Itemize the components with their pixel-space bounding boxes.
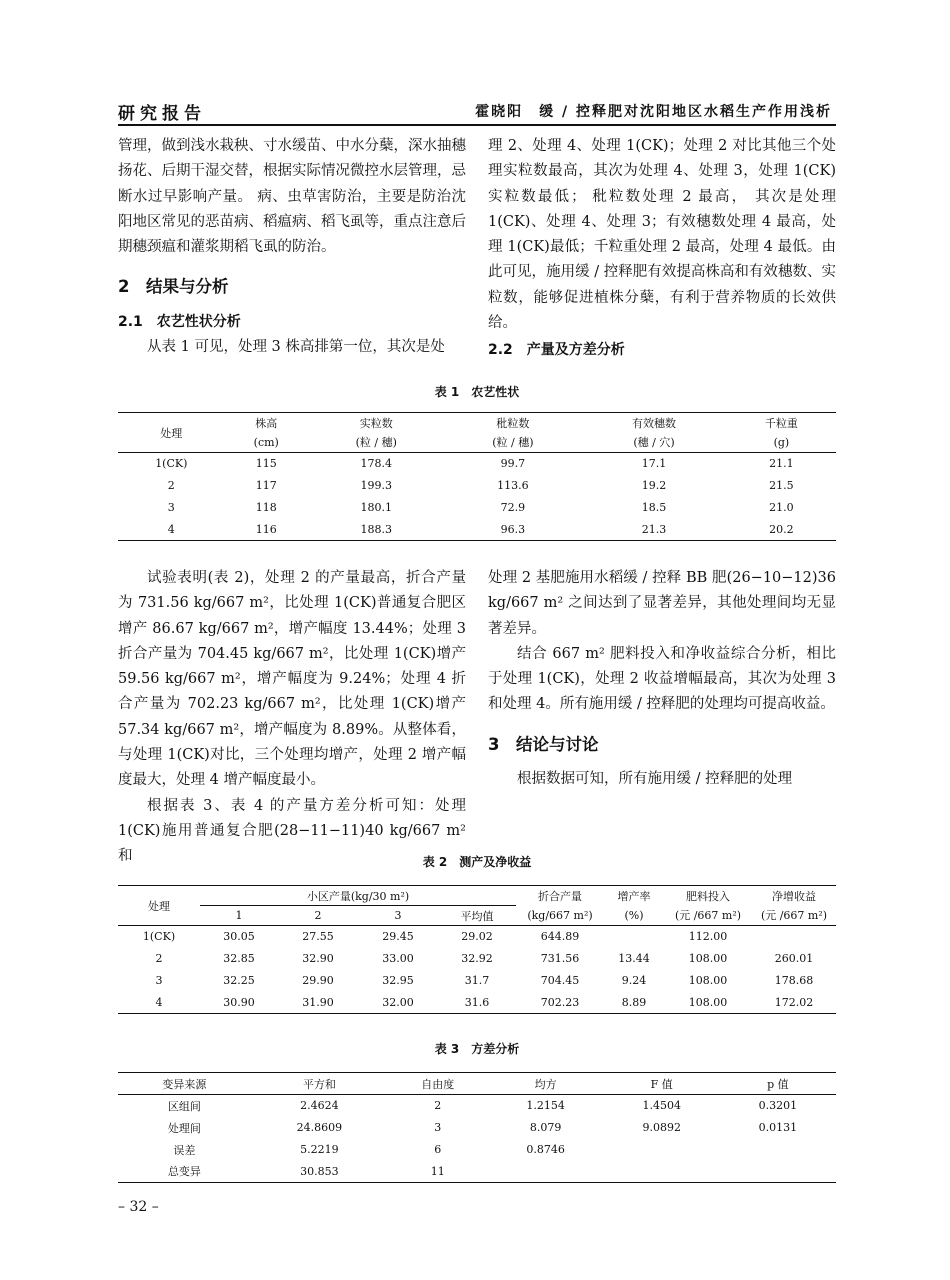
table-row: [118, 1095, 836, 1117]
table-cell: 11: [430, 1164, 445, 1178]
table-cell: 4: [155, 995, 163, 1009]
table-cell: 644.89: [540, 930, 580, 944]
table-row: [118, 453, 836, 475]
table-cell: 2.4624: [300, 1099, 339, 1113]
table-cell: [488, 1161, 604, 1183]
table2-header: 净增收益: [772, 889, 816, 903]
table3-header: p 值: [767, 1077, 789, 1091]
paragraph-yield-2: 根据表 3、表 4 的产量方差分析可知：处理 1(CK)施用普通复合肥(28−11−11)40 kg/667 m² 和: [118, 797, 466, 865]
table-cell: 8.079: [529, 1121, 562, 1134]
table-cell: 0.0131: [758, 1121, 798, 1134]
table-cell: 178.4: [360, 457, 392, 471]
left-column-middle: [118, 566, 466, 870]
table1-header: 千粒重: [764, 416, 798, 430]
table-cell: 1.4504: [642, 1099, 681, 1113]
table-cell: 区组间: [167, 1099, 201, 1113]
table1-caption: 表 1 农艺性状: [434, 385, 520, 399]
table-cell: 178.68: [774, 974, 814, 987]
table-cell: 17.1: [641, 457, 667, 471]
table-cell: 31.6: [464, 995, 490, 1009]
table3-caption: 表 3 方差分析: [434, 1042, 520, 1056]
table-cell: 33.00: [382, 952, 414, 965]
table-cell: 0.8746: [526, 1143, 565, 1156]
table1-unit: (粒 / 穗): [492, 436, 534, 450]
table-row: [118, 497, 836, 519]
table-cell: 32.92: [461, 952, 493, 965]
table3: [118, 1072, 836, 1183]
table-cell: 260.01: [774, 952, 814, 965]
paragraph-management: 管理，做到浅水栽秧、寸水缓苗、中水分蘖，深水抽穗扬花、后期干湿交替，根据实际情况微控水层管理，忌断水过早影响产量。 病、虫草害防治，主要是防治沈阳地区常见的恶苗病、稻瘟病、稻飞虱等，重点注意后期穗颈瘟和灌浆期稻飞虱的防治。: [118, 138, 466, 256]
table-cell: 180.1: [360, 501, 392, 514]
table-cell: 20.2: [769, 522, 794, 536]
table1-unit: (cm): [253, 435, 279, 449]
table2-plot-col: 平均值: [460, 909, 494, 923]
running-title: 霍晓阳 缓 / 控释肥对沈阳地区水稻生产作用浅析: [475, 104, 832, 120]
table-cell: 30.853: [300, 1164, 339, 1178]
table2-header: 折合产量: [538, 889, 582, 903]
table-cell: 116: [255, 522, 277, 536]
table-cell: 9.24: [621, 974, 647, 987]
table-cell: 72.9: [500, 501, 526, 514]
table1-header-treatment: 处理: [160, 426, 183, 440]
table-cell: 32.25: [223, 974, 255, 987]
table-cell: 199.3: [360, 479, 392, 492]
table-cell: 702.23: [540, 995, 580, 1009]
table-cell: 处理间: [167, 1121, 201, 1135]
paragraph-yield-3: 处理 2 基肥施用水稻缓 / 控释 BB 肥(26−10−12)36 kg/667 m² 之间达到了显著差异，其他处理间均无显著差异。: [488, 570, 836, 637]
table-cell: 2: [167, 479, 175, 492]
table-row: [118, 948, 836, 970]
table-cell: [720, 1161, 836, 1183]
left-column-top: [118, 134, 466, 360]
table-row: [118, 992, 836, 1014]
table-cell: 32.85: [223, 952, 255, 965]
table-row: [118, 475, 836, 497]
table2-unit: (kg/667 m²): [527, 908, 593, 922]
table-row: [118, 970, 836, 992]
table2-caption: 表 2 测产及净收益: [422, 855, 532, 869]
table-cell: 8.89: [621, 995, 647, 1009]
paragraph-yield-1: 试验表明(表 2)，处理 2 的产量最高，折合产量为 731.56 kg/667 m²，比处理 1(CK)普通复合肥区增产 86.67 kg/667 m²，增产幅度 13.44%；处理 3 折合产量为 704.45 kg/667 m²，比处理 1(CK)增产 59.56 kg/667 m²，增产幅度为 9.24%；处理 4 折合产量为 702.23 kg/667 m²，比处理 1(CK)增产 57.34 kg/667 m²，增产幅度为 8.89%。从整体看，与处理 1(CK)对比，三个处理均增产，处理 2 增产幅度最大，处理 4 增产幅度最小。: [118, 570, 466, 789]
table3-header: F 值: [650, 1077, 673, 1091]
table-row: [118, 1117, 836, 1139]
table3-header: 平方和: [302, 1077, 336, 1091]
table1-header: 实粒数: [359, 416, 393, 430]
table-row: [118, 1161, 836, 1183]
table-cell: 99.7: [500, 457, 526, 471]
table-cell: 27.55: [302, 930, 334, 944]
table-row: [118, 926, 836, 948]
table-cell: [604, 926, 664, 948]
paragraph-income: 结合 667 m² 肥料投入和净收益综合分析，相比于处理 1(CK)，处理 2 收益增幅最高，其次为处理 3 和处理 4。所有施用缓 / 控释肥的处理均可提高收益。: [488, 645, 836, 713]
section-label: 研究报告: [118, 104, 206, 124]
table2-plot-group: 小区产量(kg/30 m²): [200, 886, 516, 906]
table2-header: 增产率: [617, 889, 651, 903]
table-cell: 3: [434, 1121, 442, 1134]
table-cell: 29.02: [461, 930, 493, 944]
table1-header: 有效穗数: [631, 416, 676, 430]
table-cell: 总变异: [167, 1165, 201, 1179]
table-cell: 误差: [173, 1143, 196, 1157]
table-cell: [752, 926, 836, 948]
table-cell: [720, 1139, 836, 1161]
table-cell: 32.90: [302, 952, 334, 965]
table-cell: 118: [255, 501, 277, 514]
table2-unit: (元 /667 m²): [674, 909, 742, 923]
table-cell: 5.2219: [300, 1143, 339, 1156]
table1-unit: (粒 / 穗): [355, 436, 397, 450]
table-row: [118, 1139, 836, 1161]
table-cell: 29.90: [302, 974, 334, 987]
table-cell: 21.0: [769, 501, 794, 514]
table-cell: 9.0892: [642, 1121, 681, 1134]
right-column-middle: [488, 566, 836, 792]
table-cell: 1(CK): [142, 930, 176, 944]
table-cell: 108.00: [688, 952, 728, 965]
table2-unit: (%): [624, 908, 644, 922]
table2-unit: (元 /667 m²): [760, 909, 828, 923]
table3-header: 均方: [534, 1077, 557, 1091]
table-cell: 30.90: [223, 995, 255, 1009]
paragraph-agronomic-cont: 理 2、处理 4、处理 1(CK)；处理 2 对比其他三个处理实粒数最高，其次为处理 4、处理 3，处理 1(CK)实粒数最低； 秕粒数处理 2 最高， 其次是处理 1(CK)、处理 4、处理 3；有效穗数处理 4 最高，处理 1(CK)最低；千粒重处理 2 最高，处理 4 最低。由此可见，施用缓 / 控释肥有效提高株高和有效穗数、实粒数，能够促进植株分蘖，有利于营养物质的长效供给。: [488, 138, 836, 332]
table-cell: 24.8609: [296, 1121, 343, 1134]
table-cell: 1(CK): [155, 457, 188, 471]
table-cell: 117: [255, 479, 277, 492]
table2-header-treatment: 处理: [148, 899, 170, 913]
heading-yield: 2.2 产量及方差分析: [488, 342, 625, 359]
table-cell: 31.90: [302, 995, 334, 1009]
table1-unit: (穗 / 穴): [633, 436, 675, 450]
table-cell: 3: [155, 974, 163, 987]
table2-header: 肥料投入: [686, 889, 730, 903]
table-cell: 108.00: [688, 995, 728, 1009]
table2: [118, 885, 836, 1014]
table-cell: 112.00: [688, 930, 728, 944]
table-cell: 731.56: [540, 952, 580, 965]
table-cell: 18.5: [641, 501, 667, 514]
table-cell: 31.7: [464, 974, 490, 987]
table-cell: 2: [434, 1099, 442, 1113]
table-cell: 4: [167, 522, 175, 536]
heading-results: 2 结果与分析: [118, 277, 229, 297]
table1-header: 秕粒数: [496, 416, 530, 430]
table1: [118, 412, 836, 541]
header-rule: [118, 124, 836, 126]
table-cell: 1.2154: [526, 1099, 565, 1113]
table-cell: 96.3: [500, 522, 526, 536]
heading-conclusion: 3 结论与讨论: [488, 734, 599, 754]
table-cell: 6: [434, 1143, 442, 1156]
table-cell: 21.1: [769, 457, 794, 471]
paragraph-agronomic-start: 从表 1 可见，处理 3 株高排第一位，其次是处: [147, 339, 445, 356]
table-cell: 29.45: [382, 930, 414, 944]
table-cell: 0.3201: [758, 1099, 798, 1113]
table1-unit: (g): [773, 435, 790, 449]
table2-plot-col: 1: [235, 909, 243, 922]
paragraph-conclusion: 根据数据可知，所有施用缓 / 控释肥的处理: [517, 771, 793, 788]
table-cell: 172.02: [774, 995, 814, 1009]
right-column-top: [488, 134, 836, 364]
table-cell: 32.95: [382, 974, 414, 987]
table-cell: 13.44: [618, 952, 650, 965]
table-cell: 21.5: [769, 479, 794, 492]
table-cell: 115: [255, 457, 277, 471]
page-number: – 32 –: [118, 1199, 159, 1215]
table-cell: 113.6: [497, 479, 529, 492]
table1-header: 株高: [255, 416, 278, 430]
table-cell: 32.00: [382, 995, 414, 1009]
table-cell: 21.3: [641, 522, 667, 536]
table-cell: 188.3: [360, 522, 392, 536]
table-cell: 704.45: [540, 974, 580, 987]
heading-agronomic: 2.1 农艺性状分析: [118, 313, 241, 330]
table-cell: 30.05: [223, 930, 255, 944]
table-cell: 3: [167, 501, 175, 514]
table-cell: [604, 1161, 720, 1183]
table2-plot-col: 2: [314, 909, 322, 922]
table-cell: 108.00: [688, 974, 728, 987]
table3-header: 自由度: [421, 1077, 455, 1091]
table-cell: 19.2: [641, 479, 667, 492]
table2-plot-col: 3: [394, 909, 402, 922]
table-cell: [604, 1139, 720, 1161]
table-cell: 2: [155, 952, 163, 965]
table-row: [118, 519, 836, 541]
table3-header: 变异来源: [162, 1077, 207, 1091]
